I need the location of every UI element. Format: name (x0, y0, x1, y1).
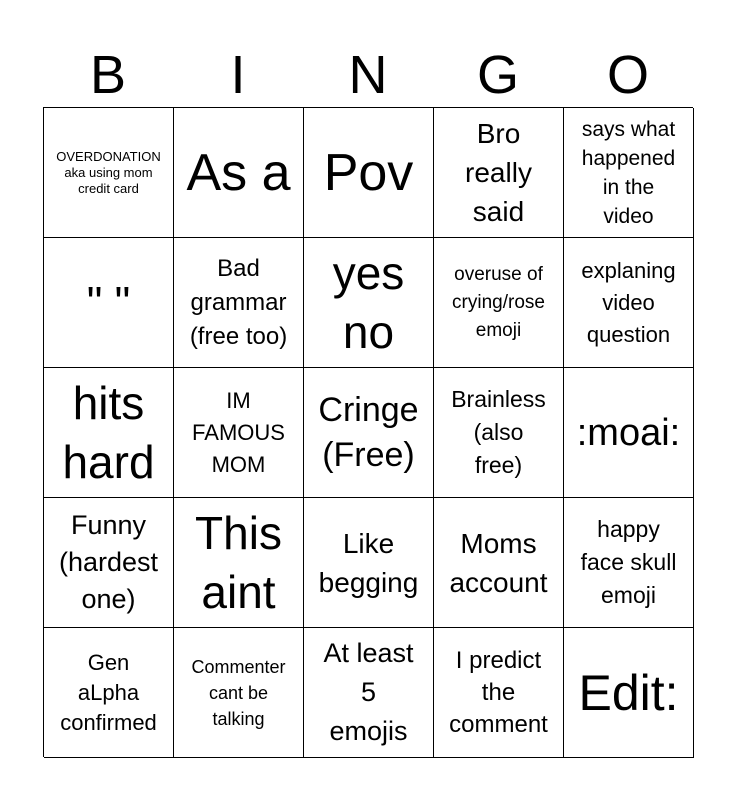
cell-text: Bro really said (465, 118, 532, 227)
cell-text: explaning video question (581, 257, 676, 347)
bingo-cell[interactable] (564, 108, 694, 238)
cell-text: Pov (323, 143, 414, 202)
bingo-cell[interactable] (564, 498, 694, 628)
cell-text: happy face skull emoji (580, 516, 677, 608)
bingo-cell[interactable] (434, 238, 564, 368)
cell-text: overuse of crying/rose emoji (452, 263, 545, 341)
bingo-cell[interactable] (304, 498, 434, 628)
bingo-header (43, 42, 693, 108)
cell-text: I predict the comment (449, 646, 548, 738)
header-letter-n: N (348, 45, 388, 105)
bingo-cell[interactable] (434, 108, 564, 238)
bingo-cell[interactable] (304, 628, 434, 758)
cell-text: Moms account (449, 527, 548, 598)
cell-text: IM FAMOUS MOM (192, 387, 285, 477)
bingo-cell[interactable] (174, 628, 304, 758)
cell-text: hits hard (62, 376, 155, 488)
cell-text: Cringe (Free) (318, 390, 419, 474)
bingo-cell[interactable] (304, 108, 434, 238)
header-letter-g: G (476, 45, 519, 105)
header-letter-o: O (606, 45, 649, 105)
cell-text: :moai: (576, 411, 681, 454)
bingo-cell[interactable] (174, 238, 304, 368)
bingo-cell[interactable] (44, 108, 174, 238)
bingo-cell[interactable] (564, 238, 694, 368)
bingo-grid (43, 107, 693, 757)
bingo-cell[interactable] (304, 238, 434, 368)
cell-text: Gen aLpha confirmed (60, 649, 157, 735)
header-letter-b: B (89, 45, 127, 105)
cell-text: Funny (hardest one) (58, 510, 159, 614)
bingo-cell[interactable] (44, 628, 174, 758)
cell-text: At least 5 emojis (323, 638, 414, 746)
cell-text: Brainless (also free) (451, 386, 546, 478)
cell-text: As a (186, 143, 291, 202)
bingo-cell[interactable] (564, 368, 694, 498)
bingo-cell[interactable] (174, 498, 304, 628)
bingo-cell[interactable] (304, 368, 434, 498)
cell-text: Bad grammar (free too) (189, 254, 288, 350)
cell-text: says what happened in the video (581, 117, 676, 228)
cell-text: This aint (195, 506, 282, 618)
bingo-cell[interactable] (434, 628, 564, 758)
cell-text: Like begging (318, 527, 419, 598)
cell-text: Commenter cant be talking (191, 656, 286, 729)
bingo-cell[interactable] (174, 108, 304, 238)
bingo-cell[interactable] (174, 368, 304, 498)
bingo-cell[interactable] (434, 498, 564, 628)
bingo-cell[interactable] (44, 498, 174, 628)
cell-text: OVERDONATION aka using mom credit card (56, 148, 161, 196)
cell-text: " " (86, 277, 131, 327)
cell-text: Edit: (578, 664, 679, 721)
bingo-cell[interactable] (44, 238, 174, 368)
cell-text: yes no (332, 246, 405, 358)
bingo-cell[interactable] (564, 628, 694, 758)
header-letter-i: I (230, 45, 246, 105)
bingo-cell[interactable] (44, 368, 174, 498)
bingo-cell[interactable] (434, 368, 564, 498)
